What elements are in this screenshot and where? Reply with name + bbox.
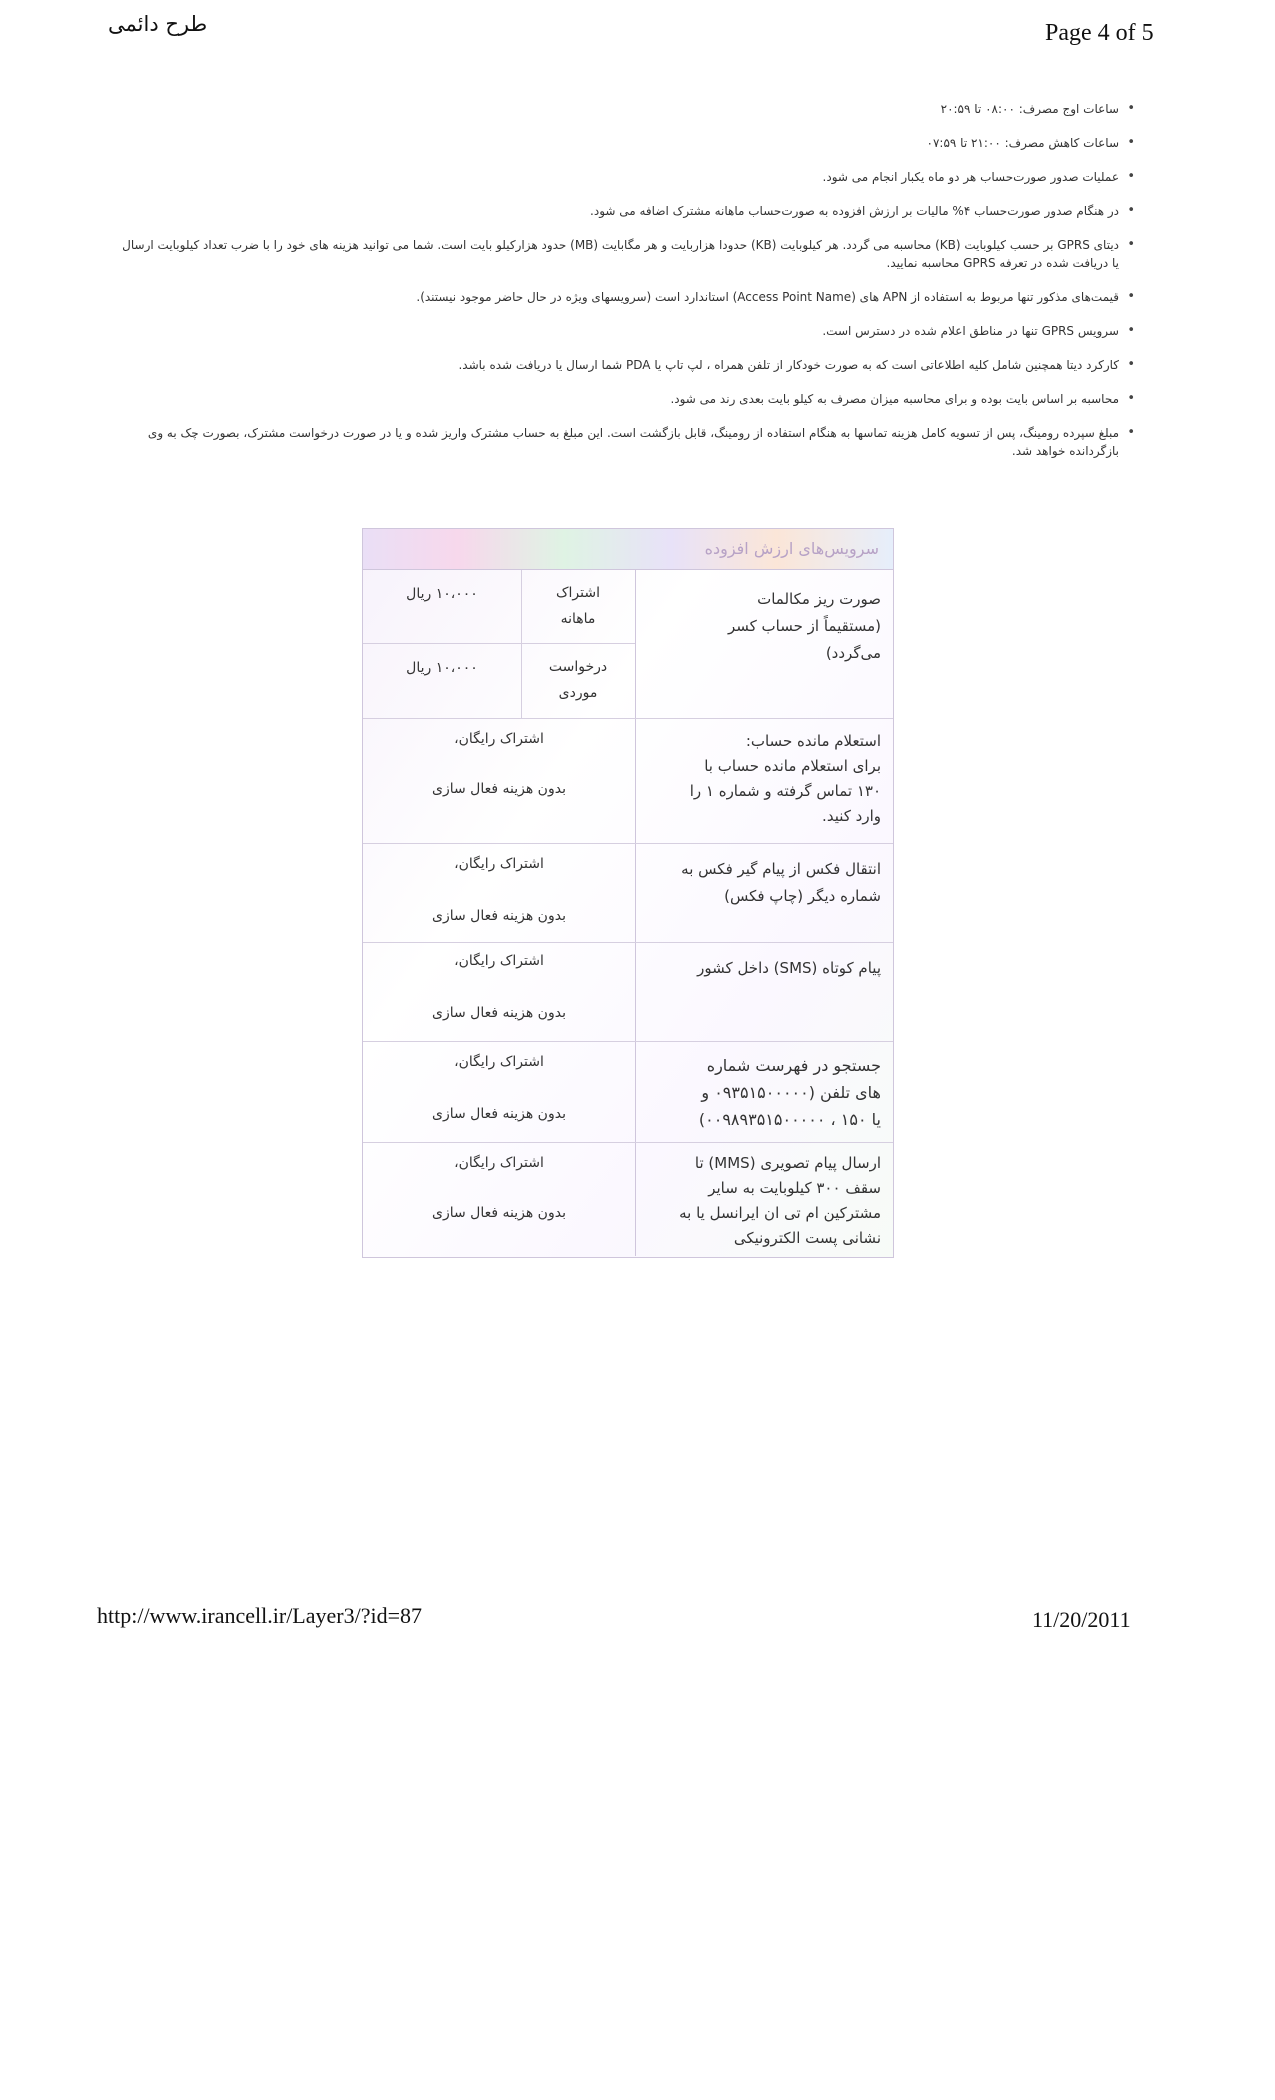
bullet-text: ساعات کاهش مصرف: ۲۱:۰۰ تا ۰۷:۵۹ xyxy=(926,136,1119,150)
price-label: اشتراک رایگان، xyxy=(454,1054,544,1070)
price-cell xyxy=(363,1143,635,1256)
service-line: انتقال فکس از پیام گیر فکس به xyxy=(681,860,881,878)
service-line: جستجو در فهرست شماره xyxy=(706,1056,881,1075)
bullet-item: • کارکرد دیتا همچنین شامل کلیه اطلاعاتی است که به صورت خودکار از تلفن همراه ، لپ تاپ یا PDA شما ارسال یا دریافت شده باشد. xyxy=(458,357,1135,372)
terms-bullet-list xyxy=(120,100,1135,476)
document-title: طرح دائمی xyxy=(108,12,208,36)
price-amount: ۱۰،۰۰۰ ریال xyxy=(406,660,478,676)
table-heading: سرویس‌های ارزش افزوده xyxy=(363,529,893,570)
service-line: مشترکین ام تی ان ایرانسل یا به xyxy=(679,1204,881,1222)
bullet-item: • سرویس GPRS تنها در مناطق اعلام شده در دسترس است. xyxy=(822,323,1135,338)
activation-label: بدون هزینه فعال سازی xyxy=(432,1205,566,1221)
service-line: نشانی پست الکترونیکی xyxy=(733,1229,881,1247)
price-cell xyxy=(363,719,635,843)
source-url: http://www.irancell.ir/Layer3/?id=87 xyxy=(97,1603,422,1628)
service-line: می‌گردد) xyxy=(825,644,881,662)
service-line: شماره دیگر (چاپ فکس) xyxy=(724,887,881,905)
price-cell xyxy=(363,943,635,1041)
service-line: پیام کوتاه (SMS) داخل کشور xyxy=(697,959,881,977)
price-cell xyxy=(363,570,635,718)
service-name xyxy=(637,570,893,734)
column-divider xyxy=(635,844,636,942)
bullet-item: • در هنگام صدور صورت‌حساب ۴% مالیات بر ارزش افزوده به صورت‌حساب ماهانه مشترک اضافه می شود. xyxy=(590,203,1135,218)
service-line: وارد کنید. xyxy=(822,807,881,825)
activation-label: بدون هزینه فعال سازی xyxy=(432,781,566,797)
price-label: اشتراک رایگان، xyxy=(454,731,544,747)
column-divider xyxy=(635,719,636,843)
service-line: سقف ۳۰۰ کیلوبایت به سایر xyxy=(708,1179,881,1197)
service-line: استعلام مانده حساب: xyxy=(745,732,881,750)
type-line: اشتراک xyxy=(556,585,600,601)
price-label: اشتراک رایگان، xyxy=(454,1155,544,1171)
service-line: (مستقیماً از حساب کسر xyxy=(727,617,881,635)
bullet-item: • قیمت‌های مذکور تنها مربوط به استفاده از APN های (Access Point Name) استاندارد است (سرویسهای ویژه در حال حاضر موجود نیستند). xyxy=(416,289,1135,304)
bullet-item: • ساعات اوج مصرف: ۰۸:۰۰ تا ۲۰:۵۹ xyxy=(940,101,1135,116)
bullet-text: سرویس GPRS تنها در مناطق اعلام شده در دسترس است. xyxy=(822,324,1119,338)
activation-label: بدون هزینه فعال سازی xyxy=(432,1005,566,1021)
service-name xyxy=(637,943,893,1053)
pricing-option xyxy=(363,644,635,718)
price-amount: ۱۰،۰۰۰ ریال xyxy=(406,586,478,602)
price-cell xyxy=(363,1042,635,1142)
service-name xyxy=(637,844,893,954)
bullet-text: ساعات اوج مصرف: ۰۸:۰۰ تا ۲۰:۵۹ xyxy=(940,102,1119,116)
table-row xyxy=(363,1143,893,1256)
bullet-text: کارکرد دیتا همچنین شامل کلیه اطلاعاتی است که به صورت خودکار از تلفن همراه ، لپ تاپ یا PDA شما ارسال یا دریافت شده باشد. xyxy=(458,358,1119,372)
subscription-type xyxy=(521,580,635,632)
bullet-text: محاسبه بر اساس بایت بوده و برای محاسبه میزان مصرف به کیلو بایت بعدی رند می شود. xyxy=(670,392,1119,406)
subscription-type xyxy=(521,654,635,706)
print-date: 11/20/2011 xyxy=(1032,1607,1131,1632)
service-name xyxy=(637,1143,893,1264)
service-name xyxy=(637,1042,893,1152)
service-line: های تلفن (۰۹۳۵۱۵۰۰۰۰۰ و xyxy=(701,1083,881,1102)
type-line: ماهانه xyxy=(560,611,596,627)
bullet-text: مبلغ سپرده رومینگ، پس از تسویه کامل هزینه تماسها به هنگام استفاده از رومینگ، قابل بازگشت است. این مبلغ به حساب مشترک واریز شده و یا در صورت درخواست مشترک، بصورت چک به وی بازگردانده خواهد شد. xyxy=(147,426,1119,458)
value-added-services-table xyxy=(362,528,894,1258)
service-name xyxy=(637,719,893,853)
service-line: برای استعلام مانده حساب با xyxy=(704,757,881,775)
column-divider xyxy=(635,1042,636,1142)
bullet-text: دیتای GPRS بر حسب کیلوبایت (KB) محاسبه می گردد. هر کیلوبایت (KB) حدودا هزاربایت و هر مگابایت (MB) حدود هزارکیلو بایت است. شما می توانید هزینه های خود را با ضرب تعداد کیلوبایت ارسال یا دریافت شده در تعرفه GPRS محاسبه نمایید. xyxy=(122,238,1119,270)
bullet-item: • ساعات کاهش مصرف: ۲۱:۰۰ تا ۰۷:۵۹ xyxy=(926,135,1135,150)
service-line: ارسال پیام تصویری (MMS) تا xyxy=(694,1154,881,1172)
column-divider xyxy=(635,1143,636,1256)
bullet-item: • عملیات صدور صورت‌حساب هر دو ماه یکبار انجام می شود. xyxy=(822,169,1135,184)
activation-label: بدون هزینه فعال سازی xyxy=(432,908,566,924)
type-line: درخواست xyxy=(548,659,608,675)
activation-label: بدون هزینه فعال سازی xyxy=(432,1106,566,1122)
price-cell xyxy=(363,844,635,942)
table-row xyxy=(363,719,893,844)
column-divider xyxy=(635,943,636,1041)
price-label: اشتراک رایگان، xyxy=(454,856,544,872)
bullet-text: در هنگام صدور صورت‌حساب ۴% مالیات بر ارزش افزوده به صورت‌حساب ماهانه مشترک اضافه می شود. xyxy=(590,204,1119,218)
bullet-item: • محاسبه بر اساس بایت بوده و برای محاسبه میزان مصرف به کیلو بایت بعدی رند می شود. xyxy=(670,391,1135,406)
pricing-option xyxy=(363,570,635,644)
table-row xyxy=(363,943,893,1042)
bullet-text: قیمت‌های مذکور تنها مربوط به استفاده از APN های (Access Point Name) استاندارد است (سرویسهای ویژه در حال حاضر موجود نیستند). xyxy=(416,290,1119,304)
bullet-item: • مبلغ سپرده رومینگ، پس از تسویه کامل هزینه تماسها به هنگام استفاده از رومینگ، قابل بازگشت است. این مبلغ به حساب مشترک واریز شده و یا در صورت درخواست مشترک، بصورت چک به وی بازگردانده خواهد شد. xyxy=(147,425,1135,458)
column-divider xyxy=(521,570,522,643)
service-line: ۱۳۰ تماس گرفته و شماره ۱ را xyxy=(689,782,881,800)
bullet-item: • دیتای GPRS بر حسب کیلوبایت (KB) محاسبه می گردد. هر کیلوبایت (KB) حدودا هزاربایت و هر مگابایت (MB) حدود هزارکیلو بایت است. شما می توانید هزینه های خود را با ضرب تعداد کیلوبایت ارسال یا دریافت شده در تعرفه GPRS محاسبه نمایید. xyxy=(122,237,1135,270)
column-divider xyxy=(521,644,522,718)
table-row xyxy=(363,844,893,943)
table-row xyxy=(363,570,893,719)
bullet-text: عملیات صدور صورت‌حساب هر دو ماه یکبار انجام می شود. xyxy=(822,170,1119,184)
price-label: اشتراک رایگان، xyxy=(454,953,544,969)
service-line: صورت ریز مکالمات xyxy=(757,590,881,608)
column-divider xyxy=(635,570,636,718)
table-row xyxy=(363,1042,893,1143)
page-number: Page 4 of 5 xyxy=(1045,20,1154,46)
service-line: یا ۱۵۰ ، ۰۰۹۸۹۳۵۱۵۰۰۰۰۰) xyxy=(698,1110,881,1129)
type-line: موردی xyxy=(558,685,598,701)
